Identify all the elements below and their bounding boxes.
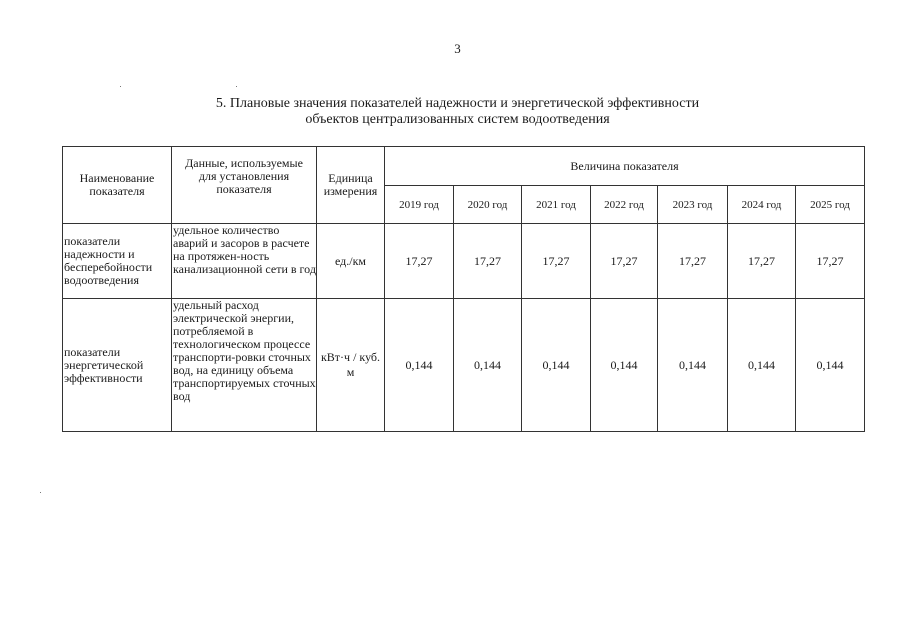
- header-unit: Единица измерения: [317, 147, 385, 224]
- value-cell: 17,27: [522, 224, 591, 299]
- header-data-used: Данные, используемые для установления показателя: [172, 147, 317, 224]
- page-number: 3: [454, 41, 461, 56]
- value-cell: 17,27: [728, 224, 796, 299]
- header-value-group: Величина показателя: [385, 147, 865, 186]
- row-name: показатели энергетической эффективности: [63, 299, 172, 432]
- year-header: 2023 год: [658, 186, 728, 224]
- value-cell: 17,27: [591, 224, 658, 299]
- value-cell: 0,144: [658, 299, 728, 432]
- scan-speck: [40, 492, 41, 493]
- year-header: 2021 год: [522, 186, 591, 224]
- year-header: 2020 год: [454, 186, 522, 224]
- heading-line-2: объектов централизованных систем водоотведения: [305, 112, 610, 127]
- table-row: [63, 299, 865, 432]
- year-header: 2025 год: [796, 186, 865, 224]
- value-cell: 17,27: [658, 224, 728, 299]
- table-row: [63, 224, 865, 299]
- row-name: показатели надежности и бесперебойности водоотведения: [63, 224, 172, 299]
- value-cell: 0,144: [591, 299, 658, 432]
- value-cell: 17,27: [454, 224, 522, 299]
- value-cell: 0,144: [454, 299, 522, 432]
- value-cell: 0,144: [728, 299, 796, 432]
- indicators-table: [62, 146, 865, 432]
- value-cell: 17,27: [385, 224, 454, 299]
- value-cell: 0,144: [385, 299, 454, 432]
- row-unit: кВт·ч / куб. м: [317, 299, 385, 432]
- row-unit: ед./км: [317, 224, 385, 299]
- heading-line-1: 5. Плановые значения показателей надежности и энергетической эффективности: [215, 96, 700, 111]
- year-header: 2019 год: [385, 186, 454, 224]
- scan-speck: [120, 86, 121, 87]
- value-cell: 0,144: [522, 299, 591, 432]
- header-name: Наименование показателя: [63, 147, 172, 224]
- table-header-row: [63, 147, 865, 186]
- year-header: 2022 год: [591, 186, 658, 224]
- row-data-used: удельное количество аварий и засоров в расчете на протяжен-ность канализационной сети в год: [172, 224, 317, 299]
- value-cell: 17,27: [796, 224, 865, 299]
- year-header: 2024 год: [728, 186, 796, 224]
- scan-speck: [236, 86, 237, 87]
- section-heading: [0, 96, 905, 128]
- row-data-used: удельный расход электрической энергии, потребляемой в технологическом процессе транспорти-ровки сточных вод, на единицу объема транспортируемых сточных вод: [172, 299, 317, 432]
- value-cell: 0,144: [796, 299, 865, 432]
